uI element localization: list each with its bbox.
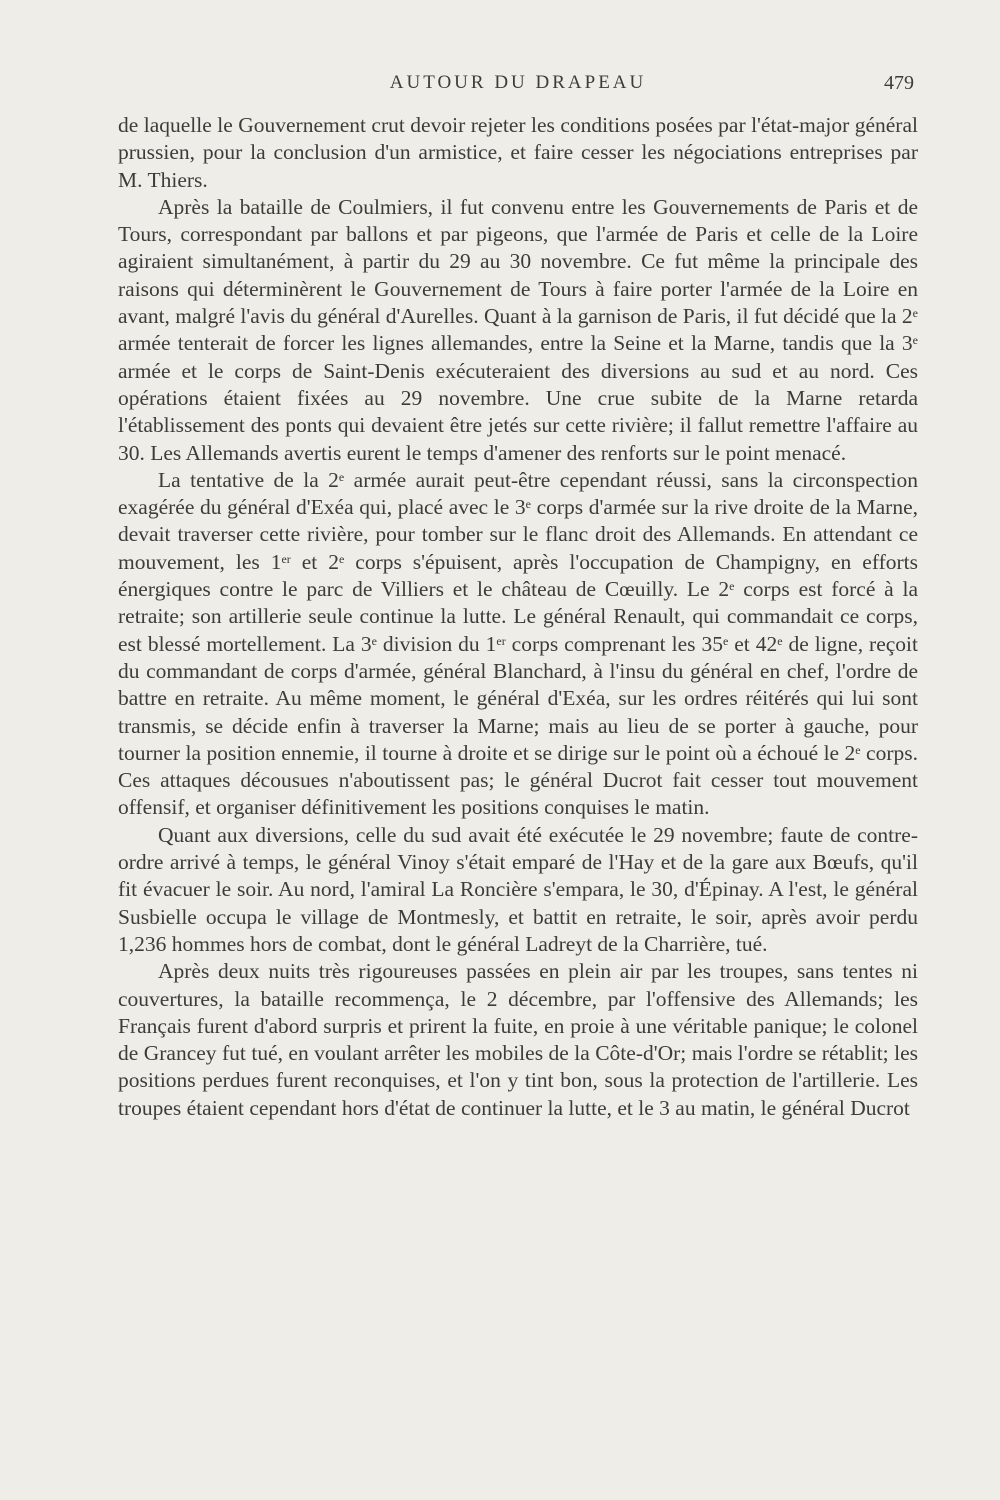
paragraph-4	[118, 822, 918, 958]
superscript: er	[281, 551, 291, 566]
paragraph-text: corps s'épuisent, après l'occupation de Champigny, en efforts énergiques contre le parc de Villiers et le château de Cœuilly. Le 2	[118, 549, 918, 602]
paragraph-text: Après deux nuits très rigoureuses passées en plein air par les troupes, sans tentes ni couvertures, la bataille recommença, le 2 décembre, par l'offensive des Allemands; les Français furent d'abord surpris et prirent la fuite, en proie à une véritable panique; le colonel de Grancey fut tué, en voulant arrêter les mobiles de la Côte-d'Or; mais l'ordre se rétablit; les positions perdues furent reconquises, et l'on y tint bon, sous la protection de l'artillerie. Les troupes étaient cependant hors d'état de continuer la lutte, et le 3 au matin, le général Ducrot	[118, 959, 918, 1120]
page-number: 479	[884, 72, 914, 94]
superscript: e	[338, 469, 345, 484]
paragraph-3	[118, 467, 918, 822]
paragraph-text: division du 1	[376, 631, 497, 656]
running-head	[118, 72, 918, 102]
superscript: e	[855, 742, 861, 757]
paragraph-text: Quant aux diversions, celle du sud avait été exécutée le 29 novembre; faute de contre-ordre arrivé à temps, le général Vinoy s'était emparé de l'Hay et de la gare aux Bœufs, qu'il fit évacuer le soir. Au nord, l'amiral La Roncière s'empara, le 30, d'Épinay. A l'est, le général Susbielle occupa le village de Montmesly, et battit en retraite, le soir, après avoir perdu 1,236 hommes hors de combat, dont le général Ladreyt de la Charrière, tué.	[118, 822, 918, 956]
superscript: e	[729, 579, 735, 594]
paragraph-5	[118, 958, 918, 1122]
body-text	[118, 112, 918, 1122]
paragraph-text: Après la bataille de Coulmiers, il fut convenu entre les Gouvernements de Paris et de Tours, correspondant par ballons et par pigeons, que l'armée de Paris et celle de la Loire agiraient simultanément, à partir du 29 au 30 novembre. Ce fut même la principale des raisons qui déterminèrent le Gouvernement de Tours à faire porter l'armée de la Loire en avant, malgré l'avis du général d'Aurelles. Quant à la garnison de Paris, il fut décidé que la 2	[118, 194, 918, 329]
superscript: e	[777, 633, 783, 648]
paragraph-text: armée tenterait de forcer les lignes allemandes, entre la Seine et la Marne, tandis que la 3	[118, 331, 913, 356]
superscript: e	[371, 633, 377, 648]
superscript: e	[525, 497, 531, 512]
paragraph-text: corps d'armée sur la rive droite de la Marne, devait traverser cette rivière, pour tomber sur le flanc droit des Allemands. En attendant ce mouvement, les 1	[118, 495, 918, 574]
superscript: er	[496, 633, 506, 648]
paragraph-1	[118, 112, 918, 194]
paragraph-text: de laquelle le Gouvernement crut devoir rejeter les conditions posées par l'état-major général prussien, pour la conclusion d'un armistice, et faire cesser les négociations entreprises par M. Thiers.	[118, 113, 918, 192]
paragraph-text: corps. Ces attaques décousues n'aboutissent pas; le général Ducrot fait cesser tout mouvement offensif, et organiser définitivement les positions conquises le matin.	[118, 740, 918, 820]
paragraph-text: armée et le corps de Saint-Denis exécuteraient des diversions au sud et au nord. Ces opérations étaient fixées au 29 novembre. Une crue subite de la Marne retarda l'établissement des ponts qui devaient être jetés sur cette rivière; il fallut remettre l'affaire au 30. Les Allemands avertis eurent le temps d'amener des renforts sur le point menacé.	[118, 358, 918, 465]
paragraph-text: armée aurait peut-être cependant réussi, sans la circonspection exagérée du général d'Exéa qui, placé avec le 3	[118, 467, 918, 520]
running-title: AUTOUR DU DRAPEAU	[389, 72, 647, 93]
paragraph-text: corps comprenant les 35	[505, 631, 723, 656]
paragraph-text: corps est forcé à la retraite; son artillerie seule continue la lutte. Le général Renault, qui commandait ce corps, est blessé mortellement. La 3	[118, 577, 919, 656]
paragraph-2	[118, 194, 918, 467]
superscript: e	[912, 306, 918, 321]
superscript: e	[722, 633, 729, 648]
paragraph-text: et 42	[728, 631, 778, 656]
paragraph-text: de ligne, reçoit du commandant de corps d'armée, général Blanchard, à l'insu du général en chef, l'ordre de battre en retraite. Au même moment, le général d'Exéa, sur les ordres réitérés qui lui sont transmis, se décide enfin à traverser la Marne; mais au lieu de se porter à gauche, pour tourner la position ennemie, il tourne à droite et se dirige sur le point où a échoué le 2	[118, 631, 918, 765]
superscript: e	[338, 551, 345, 566]
superscript: e	[912, 333, 918, 348]
paragraph-text: et 2	[290, 549, 339, 574]
paragraph-text: La tentative de la 2	[158, 467, 339, 492]
